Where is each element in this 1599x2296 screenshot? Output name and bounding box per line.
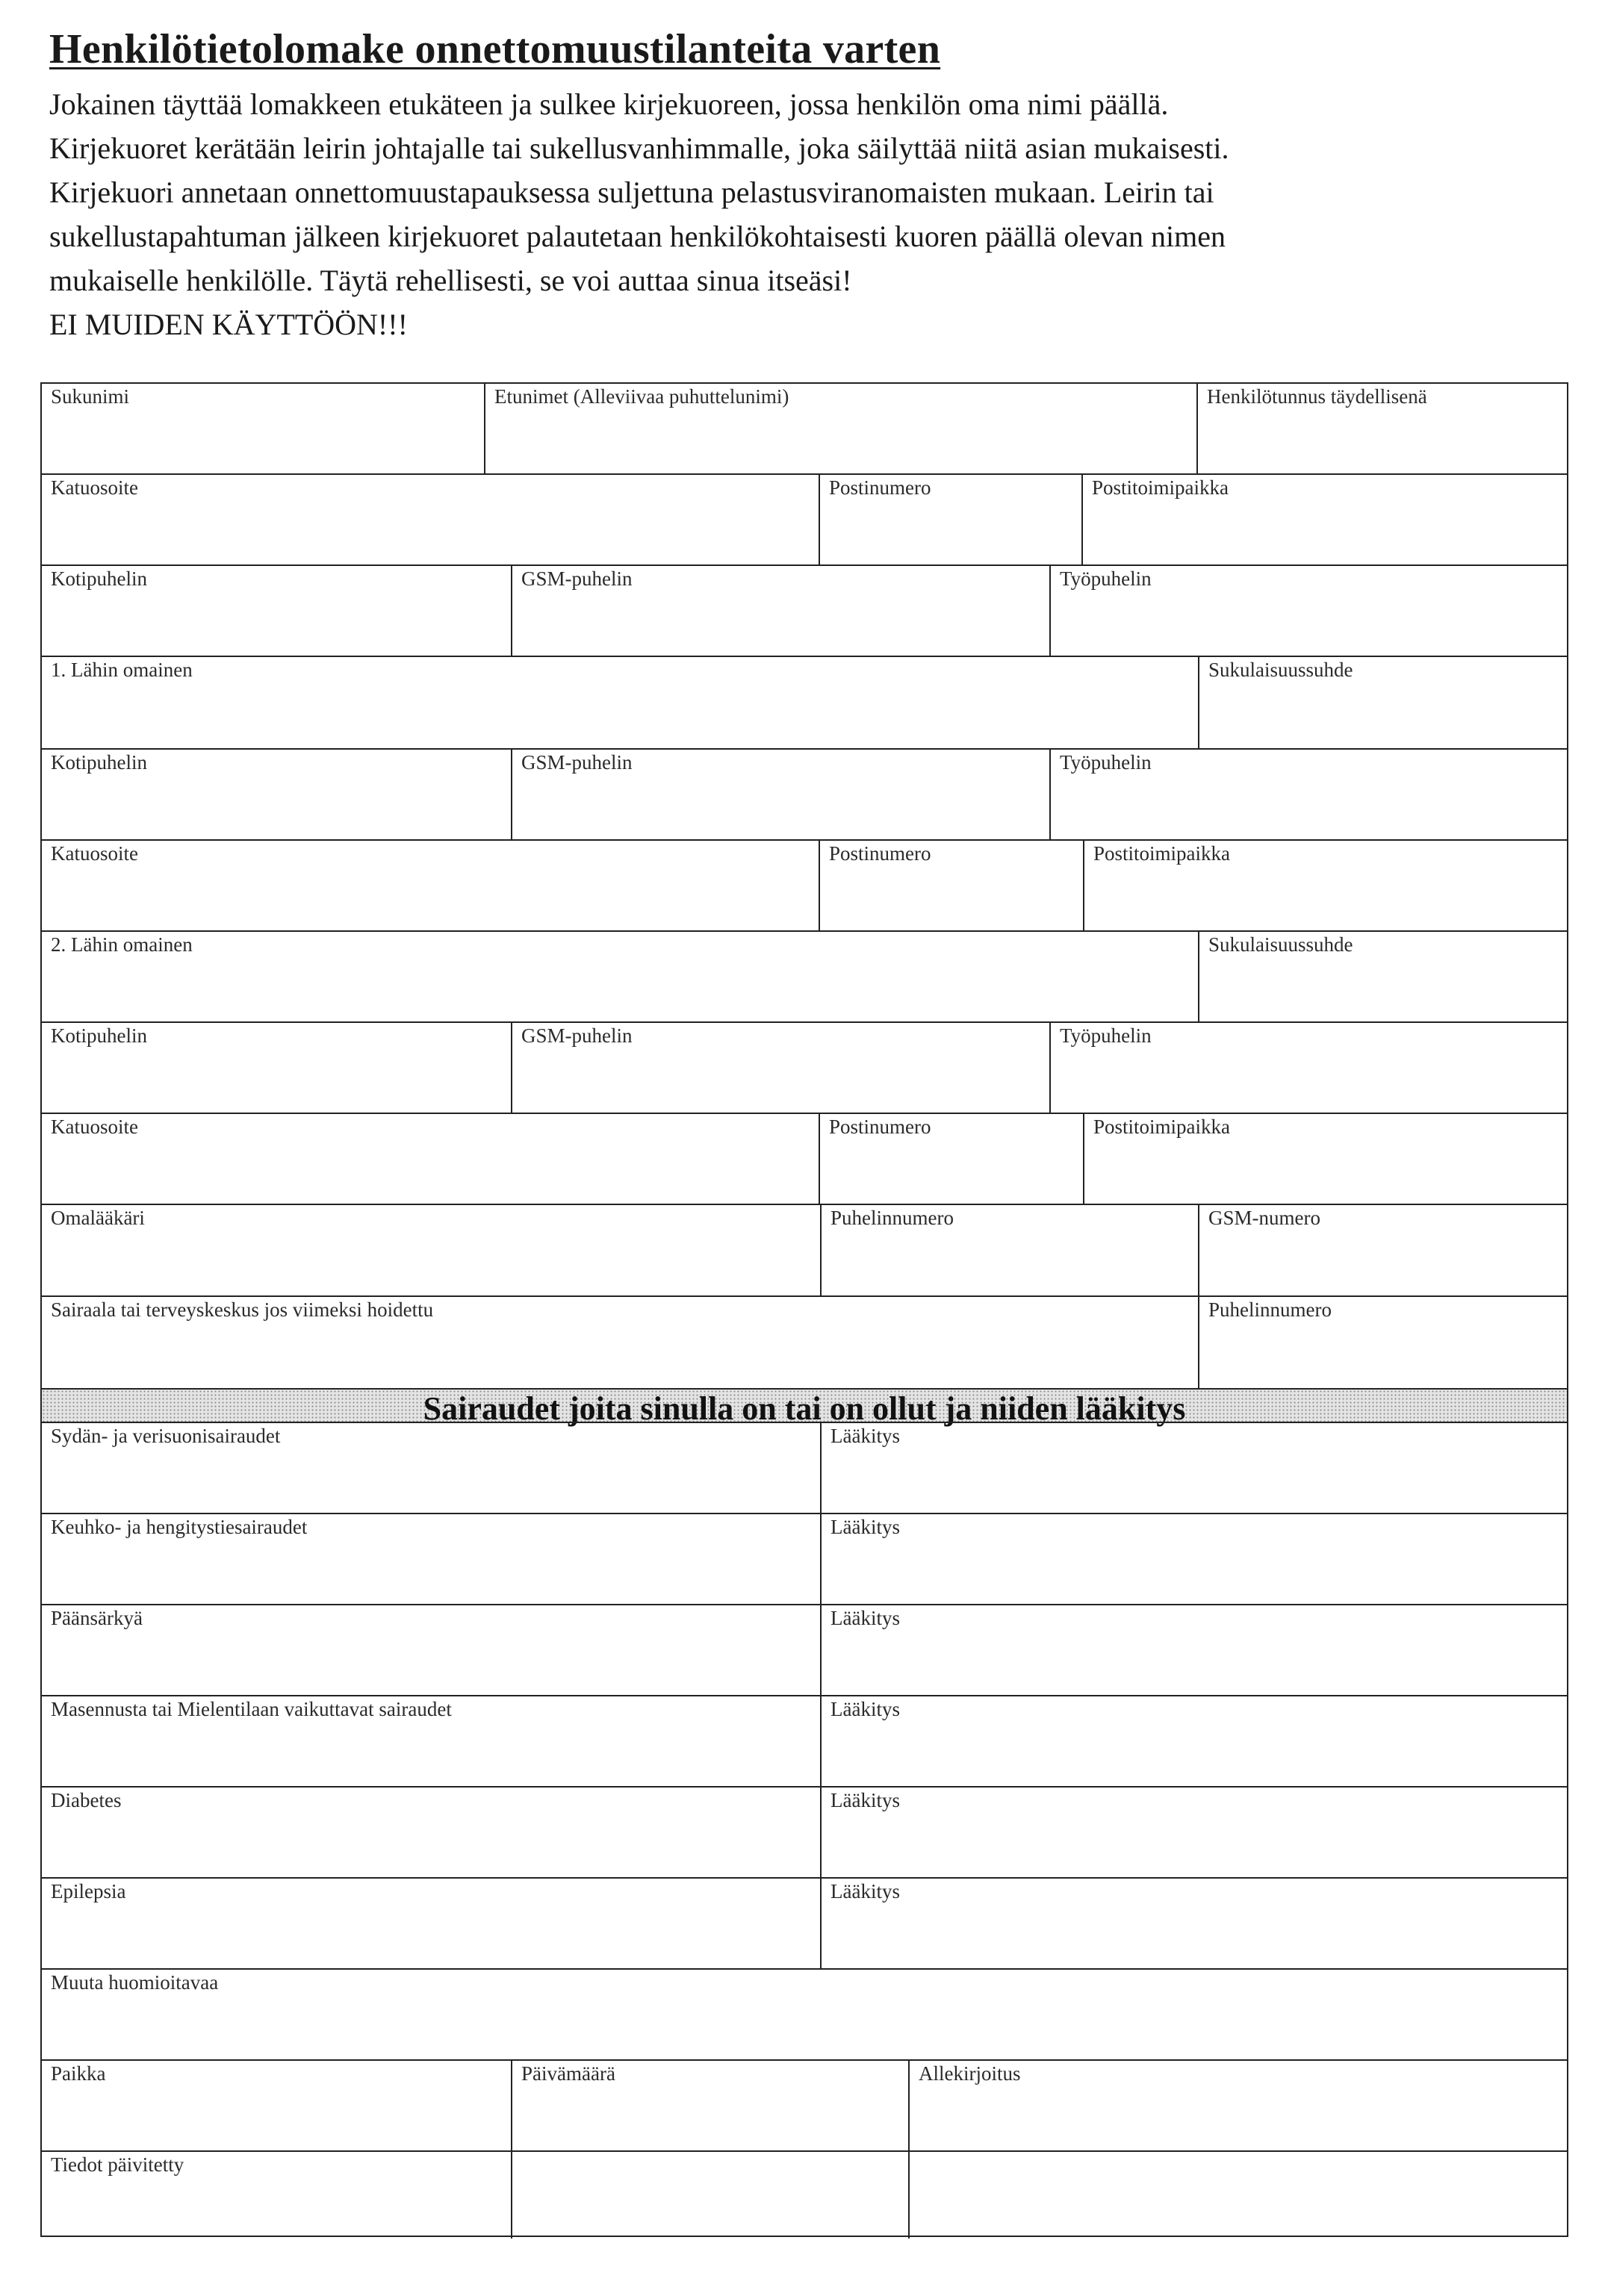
form-field[interactable] [1081, 475, 1567, 564]
form-field[interactable] [511, 1023, 1049, 1113]
instruction-line: mukaiselle henkilölle. Täytä rehellisesti, se voi auttaa sinua itseäsi! [49, 264, 852, 297]
form-field[interactable] [42, 1423, 820, 1513]
instruction-line: Jokainen täyttää lomakkeen etukäteen ja sulkee kirjekuoreen, jossa henkilön oma nimi päällä. [49, 87, 1169, 121]
form-row [42, 384, 1567, 473]
form-field[interactable] [1083, 1114, 1567, 1204]
form-row [42, 1513, 1567, 1604]
form-field[interactable] [42, 1788, 820, 1877]
form-field[interactable] [908, 2152, 1567, 2239]
field-label: GSM-puhelin [521, 751, 633, 774]
field-label: Kotipuhelin [51, 751, 147, 774]
field-label: Masennusta tai Mielentilaan vaikuttavat sairaudet [51, 1698, 452, 1720]
field-label: GSM-numero [1208, 1207, 1320, 1229]
field-label: Lääkitys [830, 1880, 900, 1903]
form-row [42, 1695, 1567, 1786]
field-label: Lääkitys [830, 1607, 900, 1629]
form-field[interactable] [820, 1514, 1567, 1604]
form-field[interactable] [1198, 932, 1567, 1021]
field-label: Lääkitys [830, 1698, 900, 1720]
field-label: 2. Lähin omainen [51, 933, 193, 956]
field-label: Katuosoite [51, 842, 138, 865]
form-field[interactable] [511, 2061, 908, 2150]
field-label: Työpuhelin [1060, 567, 1152, 590]
field-label: Sukulaisuussuhde [1208, 933, 1353, 956]
field-label: Tiedot päivitetty [51, 2153, 184, 2176]
form-field[interactable] [42, 657, 1198, 748]
field-label: Paikka [51, 2062, 106, 2085]
field-label: Allekirjoitus [919, 2062, 1021, 2085]
field-label: Puhelinnumero [830, 1207, 954, 1229]
form-row [42, 564, 1567, 656]
form-title: Henkilötietolomake onnettomuustilanteita varten [49, 26, 941, 72]
section-banner [42, 1388, 1567, 1427]
field-label: Katuosoite [51, 1116, 138, 1138]
instruction-line: Kirjekuoret kerätään leirin johtajalle tai sukellusvanhimmalle, joka säilyttää niitä asian mukaisesti. [49, 131, 1229, 165]
form-row [42, 2150, 1567, 2239]
form-field[interactable] [908, 2061, 1567, 2150]
form-field[interactable] [42, 1970, 1567, 2059]
form-row [42, 656, 1567, 748]
form-row [42, 2059, 1567, 2150]
form-field[interactable] [820, 1696, 1567, 1786]
form-field[interactable] [484, 384, 1196, 473]
instructions [49, 82, 1558, 346]
form-row [42, 1422, 1567, 1513]
instruction-line: sukellustapahtuman jälkeen kirjekuoret palautetaan henkilökohtaisesti kuoren päällä olevan nimen [49, 220, 1226, 253]
form-field[interactable] [42, 932, 1198, 1021]
form-field[interactable] [42, 566, 511, 656]
form-field[interactable] [820, 1605, 1567, 1695]
personal-info-form [40, 382, 1568, 2237]
form-row [42, 1786, 1567, 1877]
field-label: Postinumero [829, 842, 931, 865]
field-label: Päänsärkyä [51, 1607, 143, 1629]
field-label: Työpuhelin [1060, 751, 1152, 774]
form-row [42, 1968, 1567, 2059]
form-field[interactable] [1198, 1297, 1567, 1388]
field-label: Katuosoite [51, 476, 138, 499]
field-label: Lääkitys [830, 1516, 900, 1538]
form-field[interactable] [1083, 841, 1567, 930]
field-label: Keuhko- ja hengitystiesairaudet [51, 1516, 308, 1538]
form-field[interactable] [1049, 566, 1567, 656]
form-field[interactable] [1049, 1023, 1567, 1113]
form-field[interactable] [1196, 384, 1567, 473]
field-label: Postitoimipaikka [1093, 842, 1231, 865]
form-field[interactable] [819, 1114, 1083, 1204]
field-label: Työpuhelin [1060, 1024, 1152, 1047]
form-row [42, 1204, 1567, 1295]
form-field[interactable] [1049, 750, 1567, 839]
form-field[interactable] [42, 2152, 511, 2239]
form-field[interactable] [42, 475, 819, 564]
form-field[interactable] [42, 1114, 819, 1204]
field-label: Diabetes [51, 1789, 122, 1811]
field-label: Henkilötunnus täydellisenä [1207, 385, 1427, 408]
field-label: Omalääkäri [51, 1207, 145, 1229]
field-label: 1. Lähin omainen [51, 659, 193, 681]
field-label: GSM-puhelin [521, 567, 633, 590]
form-field[interactable] [820, 1788, 1567, 1877]
field-label: Puhelinnumero [1208, 1298, 1332, 1321]
form-row [42, 930, 1567, 1021]
field-label: Muuta huomioitavaa [51, 1971, 219, 1994]
field-label: Sukunimi [51, 385, 130, 408]
form-field[interactable] [511, 750, 1049, 839]
field-label: Sukulaisuussuhde [1208, 659, 1353, 681]
field-label: Postitoimipaikka [1093, 1116, 1231, 1138]
field-label: Kotipuhelin [51, 567, 147, 590]
section-heading: Sairaudet joita sinulla on tai on ollut ja niiden lääkitys [423, 1390, 1186, 1427]
form-field[interactable] [820, 1423, 1567, 1513]
form-field[interactable] [511, 566, 1049, 656]
form-field[interactable] [819, 841, 1083, 930]
form-field[interactable] [820, 1205, 1198, 1295]
instruction-line: EI MUIDEN KÄYTTÖÖN!!! [49, 308, 408, 341]
form-field[interactable] [42, 384, 484, 473]
form-field[interactable] [42, 841, 819, 930]
form-field[interactable] [511, 2152, 908, 2239]
form-field[interactable] [42, 1205, 820, 1295]
field-label: Sydän- ja verisuonisairaudet [51, 1425, 281, 1447]
form-field[interactable] [42, 750, 511, 839]
field-label: Epilepsia [51, 1880, 126, 1903]
form-row [42, 1295, 1567, 1388]
field-label: Postitoimipaikka [1092, 476, 1229, 499]
form-field[interactable] [42, 1514, 820, 1604]
field-label: Sairaala tai terveyskeskus jos viimeksi hoidettu [51, 1298, 434, 1321]
field-label: Päivämäärä [521, 2062, 615, 2085]
form-row [42, 1604, 1567, 1695]
instruction-line: Kirjekuori annetaan onnettomuustapauksessa suljettuna pelastusviranomaisten mukaan. Leirin tai [49, 175, 1214, 209]
form-row [42, 748, 1567, 839]
field-label: Postinumero [829, 1116, 931, 1138]
form-field[interactable] [42, 2061, 511, 2150]
field-label: Lääkitys [830, 1425, 900, 1447]
field-label: Etunimet (Alleviivaa puhuttelunimi) [494, 385, 789, 408]
field-label: GSM-puhelin [521, 1024, 633, 1047]
form-row [42, 1021, 1567, 1113]
field-label: Kotipuhelin [51, 1024, 147, 1047]
form-field[interactable] [1198, 1205, 1567, 1295]
form-field[interactable] [42, 1605, 820, 1695]
field-label: Postinumero [829, 476, 931, 499]
form-field[interactable] [820, 1879, 1567, 1968]
form-field[interactable] [819, 475, 1081, 564]
form-row [42, 1877, 1567, 1968]
form-field[interactable] [1198, 657, 1567, 748]
form-field[interactable] [42, 1696, 820, 1786]
form-row [42, 1113, 1567, 1204]
form-field[interactable] [42, 1297, 1198, 1388]
field-label: Lääkitys [830, 1789, 900, 1811]
form-row [42, 473, 1567, 564]
form-field[interactable] [42, 1879, 820, 1968]
form-row [42, 839, 1567, 930]
form-field[interactable] [42, 1023, 511, 1113]
